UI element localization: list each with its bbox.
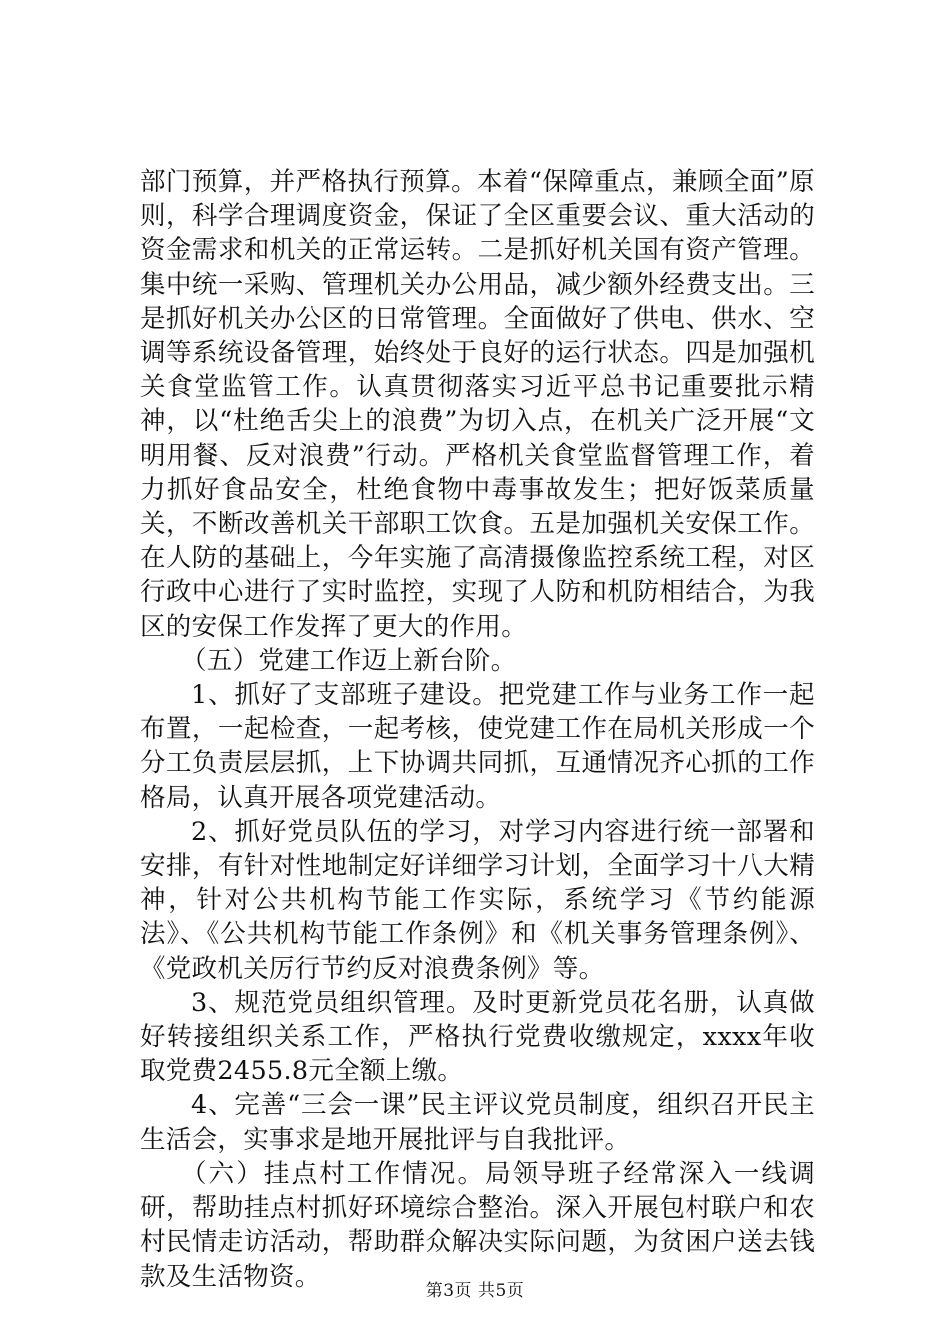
paragraph-member-management: 3、规范党员组织管理。及时更新党员花名册，认真做好转接组织关系工作，严格执行党费收缴规定，xxxx年收取党费2455.8元全额上缴。 bbox=[140, 987, 815, 1087]
paragraph-budget-management: 部门预算，并严格执行预算。本着“保障重点，兼顾全面”原则，科学合理调度资金，保证了全区重要会议、重大活动的资金需求和机关的正常运转。二是抓好机关国有资产管理。集中统一采购、管理机关办公用品，减少额外经费支出。三是抓好机关办公区的日常管理。全面做好了供电、供水、空调等系统设备管理，始终处于良好的运行状态。四是加强机关食堂监管工作。认真贯彻落实习近平总书记重要批示精神，以“杜绝舌尖上的浪费”为切入点，在机关广泛开展“文明用餐、反对浪费”行动。严格机关食堂监督管理工作，着力抓好食品安全，杜绝食物中毒事故发生；把好饭菜质量关，不断改善机关干部职工饮食。五是加强机关安保工作。在人防的基础上，今年实施了高清摄像监控系统工程，对区行政中心进行了实时监控，实现了人防和机防相结合，为我区的安保工作发挥了更大的作用。 bbox=[140, 167, 815, 642]
page-footer: 第3页 共5页 bbox=[425, 1281, 525, 1301]
document-body bbox=[140, 165, 815, 1294]
paragraph-party-study: 2、抓好党员队伍的学习，对学习内容进行统一部署和安排，有针对性地制定好详细学习计划，全面学习十八大精神，针对公共机构节能工作实际，系统学习《节约能源法》、《公共机构节能工作条例》和《机关事务管理条例》、《党政机关厉行节约反对浪费条例》等。 bbox=[140, 816, 815, 984]
section-heading-party-building: （五）党建工作迈上新台阶。 bbox=[181, 645, 517, 676]
section-village-work: （六）挂点村工作情况。局领导班子经常深入一线调研，帮助挂点村抓好环境综合整治。深入开展包村联户和农村民情走访活动，帮助群众解决实际问题，为贫困户送去钱款及生活物资。 bbox=[140, 1158, 815, 1292]
paragraph-branch-team: 1、抓好了支部班子建设。把党建工作与业务工作一起布置，一起检查，一起考核，使党建工作在局机关形成一个分工负责层层抓，上下协调共同抓，互通情况齐心抓的工作格局，认真开展各项党建活动。 bbox=[140, 680, 815, 813]
paragraph-democratic-review: 4、完善“三会一课”民主评议党员制度，组织召开民主生活会，实事求是地开展批评与自我批评。 bbox=[140, 1090, 815, 1155]
